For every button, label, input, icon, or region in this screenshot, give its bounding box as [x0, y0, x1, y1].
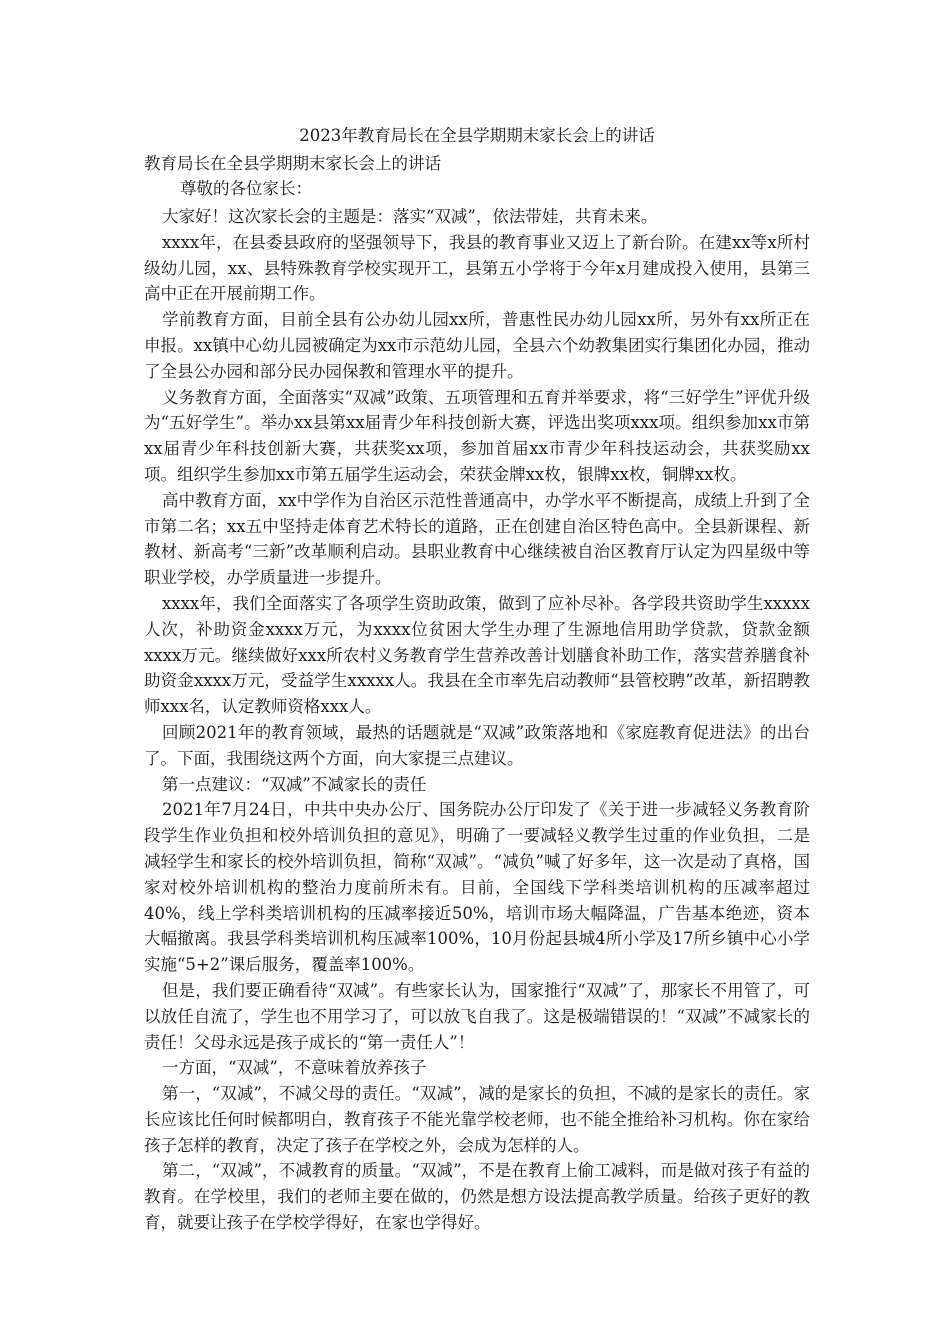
paragraph-highschool: 高中教育方面，xx中学作为自治区示范性普通高中，办学水平不断提高，成绩上升到了全市第二名；xx五中坚持走体育艺术特长的道路，正在创建自治区特色高中。全县新课程、新教材、新高考“三新”改革顺利启动。县职业教育中心继续被自治区教育厅认定为四星级中等职业学校，办学质量进一步提升。: [144, 490, 810, 588]
greeting: 尊敬的各位家长：: [180, 179, 312, 198]
paragraph-policy: 2021年7月24日，中共中央办公厅、国务院办公厅印发了《关于进一步减轻义务教育阶段学生作业负担和校外培训负担的意见》，明确了一要减轻义教学生过重的作业负担，二是减轻学生和家长的校外培训负担，简称“双减”。“减负”喊了好多年，这一次是动了真格，国家对校外培训机构的整治力度前所未有。目前，全国线下学科类培训机构的压减率超过40%，线上学科类培训机构的压减率接近50%，培训市场大幅降温，广告基本绝迹，资本大幅撤离。我县学科类培训机构压减率100%，10月份起县城4所小学及17所乡镇中心小学实施“5+2”课后服务，覆盖率100%。: [144, 800, 810, 975]
paragraph-preschool: 学前教育方面，目前全县有公办幼儿园xx所，普惠性民办幼儿园xx所，另外有xx所正在申报。xx镇中心幼儿园被确定为xx市示范幼儿园，全县六个幼教集团实行集团化办园，推动了全县公办园和部分民办园保教和管理水平的提升。: [144, 310, 810, 381]
document-subtitle: 教育局长在全县学期期末家长会上的讲话: [144, 154, 441, 173]
paragraph-overview: xxxx年，在县委县政府的坚强领导下，我县的教育事业又迈上了新台阶。在建xx等x所村级幼儿园，xx、县特殊教育学校实现开工，县第五小学将于今年x月建成投入使用，县第三高中正在开展前期工作。: [144, 232, 810, 304]
section-heading-aspect: 一方面，“双减”，不意味着放养孩子: [162, 1058, 427, 1078]
paragraph-second-point: 第二，“双减”，不减教育的质量。“双减”，不是在教育上偷工减料，而是做对孩子有益的教育。在学校里，我们的老师主要在做的，仍然是想方设法提高教学质量。给孩子更好的教育，就要让孩子在学校学得好，在家也学得好。: [144, 1161, 810, 1233]
paragraph-responsibility: 但是，我们要正确看待“双减”。有些家长认为，国家推行“双减”了，那家长不用管了，可以放任自流了，学生也不用学习了，可以放飞自我了。这是极端错误的！“双减”不减家长的责任！父母永远是孩子成长的“第一责任人”！: [144, 980, 810, 1052]
document-title: 2023年教育局长在全县学期期末家长会上的讲话: [299, 126, 655, 145]
paragraph-compulsory: 义务教育方面，全面落实“双减”政策、五项管理和五育并举要求，将“三好学生”评优升级为“五好学生”。举办xx县第xx届青少年科技创新大赛，评选出奖项xxx项。组织参加xx市第xx届青少年科技创新大赛，共获奖xx项，参加首届xx市青少年科技运动会，共获奖励xx项。组织学生参加xx市第五届学生运动会，荣获金牌xx枚，银牌xx枚，铜牌xx枚。: [144, 387, 810, 484]
paragraph-opening: 大家好！这次家长会的主题是：落实“双减”，依法带娃，共育未来。: [162, 207, 658, 226]
paragraph-funding: xxxx年，我们全面落实了各项学生资助政策，做到了应补尽补。各学段共资助学生xxxxx人次，补助资金xxxx万元，为xxxx位贫困大学生办理了生源地信用助学贷款，贷款金额xxxx万元。继续做好xxx所农村义务教育学生营养改善计划膳食补助工作，落实营养膳食补助资金xxxx万元，受益学生xxxxx人。我县在全市率先启动教师“县管校聘”改革，新招聘教师xxx名，认定教师资格xxx人。: [144, 593, 810, 717]
paragraph-review: 回顾2021年的教育领域，最热的话题就是“双减”政策落地和《家庭教育促进法》的出台了。下面，我围绕这两个方面，向大家提三点建议。: [144, 722, 810, 768]
section-heading-first-suggestion: 第一点建议：“双减”不减家长的责任: [162, 774, 427, 794]
document-page: [144, 124, 810, 1236]
paragraph-first-point: 第一，“双减”，不减父母的责任。“双减”，减的是家长的负担，不减的是家长的责任。家长应该比任何时候都明白，教育孩子不能光靠学校老师，也不能全推给补习机构。你在家给孩子怎样的教育，决定了孩子在学校之外，会成为怎样的人。: [144, 1084, 810, 1155]
